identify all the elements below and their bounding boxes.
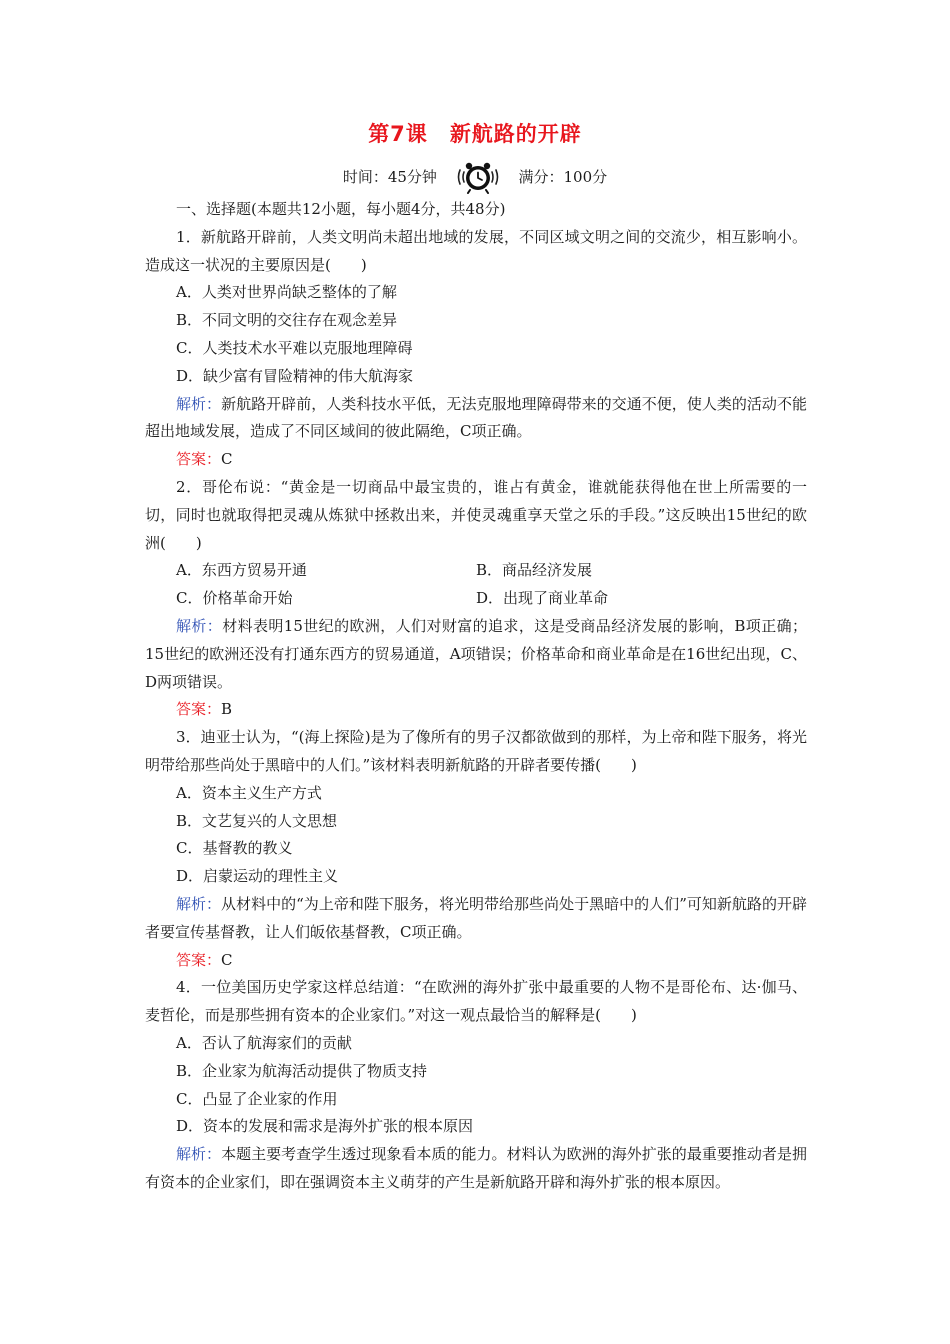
analysis [145,891,807,947]
analysis-label: 解析： [176,394,222,413]
analysis-text: 本题主要考查学生透过现象看本质的能力。材料认为欧洲的海外扩张的最重要推动者是拥有资本的企业家们，即在强调资本主义萌芽的产生是新航路开辟和海外扩张的根本原因。 [145,1145,807,1191]
question-stem: 1．新航路开辟前，人类文明尚未超出地域的发展，不同区域文明之间的交流少，相互影响小。造成这一状况的主要原因是( ) [145,227,807,274]
option: A．资本主义生产方式 [176,783,322,802]
answer-label: 答案： [176,700,222,719]
lesson-number: 第7课 [368,122,428,146]
option: A．人类对世界尚缺乏整体的了解 [176,283,397,302]
analysis [145,613,807,696]
answer-value: B [221,700,233,719]
time-limit: 时间：45分钟 [342,168,437,186]
analysis [145,391,807,447]
analysis-label: 解析： [176,1145,222,1164]
question-list [145,196,807,1197]
analysis-label: 解析： [176,616,223,635]
analysis-text: 从材料中的“为上帝和陛下服务，将光明带给那些尚处于黑暗中的人们”可知新航路的开辟者要宣传基督教，让人们皈依基督教，C项正确。 [145,894,807,941]
analysis-label: 解析： [176,894,222,913]
lesson-topic: 新航路的开辟 [449,122,582,146]
answer-label: 答案： [176,950,222,969]
option: B．文艺复兴的人文思想 [176,811,338,830]
section-heading: 一、选择题(本题共12小题，每小题4分，共48分) [176,200,506,218]
option: D．出现了商业革命 [476,589,609,608]
analysis [145,1141,807,1197]
analysis-text: 材料表明15世纪的欧洲，人们对财富的追求，这是受商品经济发展的影响，B项正确；15世纪的欧洲还没有打通东西方的贸易通道，A项错误；价格革命和商业革命是在16世纪出现，C、D两项错误。 [145,616,807,691]
option: C．人类技术水平难以克服地理障碍 [176,338,413,357]
option: B．企业家为航海活动提供了物质支持 [176,1061,428,1080]
option: C．凸显了企业家的作用 [176,1089,338,1108]
option: D．缺少富有冒险精神的伟大航海家 [176,366,414,385]
answer-value: C [221,450,233,469]
answer-value: C [221,950,233,969]
answer [145,696,807,724]
option: C．价格革命开始 [176,589,293,608]
answer-label: 答案： [176,450,222,469]
option: B．商品经济发展 [476,561,593,580]
answer [145,446,807,474]
option: D．启蒙运动的理性主义 [176,867,339,886]
option: A．否认了航海家们的贡献 [176,1033,352,1052]
full-score: 满分：100分 [518,168,608,186]
option: C．基督教的教义 [176,839,293,858]
alarm-clock-icon [454,160,502,194]
question-stem: 3．迪亚士认为，“(海上探险)是为了像所有的男子汉都欲做到的那样，为上帝和陛下服务，将光明带给那些尚处于黑暗中的人们。”该材料表明新航路的开辟者要传播( ) [145,728,807,774]
option: D．资本的发展和需求是海外扩张的根本原因 [176,1117,474,1136]
exam-meta [0,158,950,194]
option: B．不同文明的交往存在观念差异 [176,311,398,330]
option-row [145,557,807,585]
analysis-text: 新航路开辟前，人类科技水平低，无法克服地理障碍带来的交通不便，使人类的活动不能超出地域发展，造成了不同区域间的彼此隔绝，C项正确。 [145,394,807,441]
answer [145,947,807,975]
option-row [145,585,807,613]
question-stem: 4．一位美国历史学家这样总结道：“在欧洲的海外扩张中最重要的人物不是哥伦布、达·伽马、麦哲伦，而是那些拥有资本的企业家们。”对这一观点最恰当的解释是( ) [145,978,807,1025]
option: A．东西方贸易开通 [176,561,307,580]
page-title [0,118,950,148]
question-stem: 2．哥伦布说：“黄金是一切商品中最宝贵的，谁占有黄金，谁就能获得他在世上所需要的一切，同时也就取得把灵魂从炼狱中拯救出来，并使灵魂重享天堂之乐的手段。”这反映出15世纪的欧洲( ) [145,477,807,552]
